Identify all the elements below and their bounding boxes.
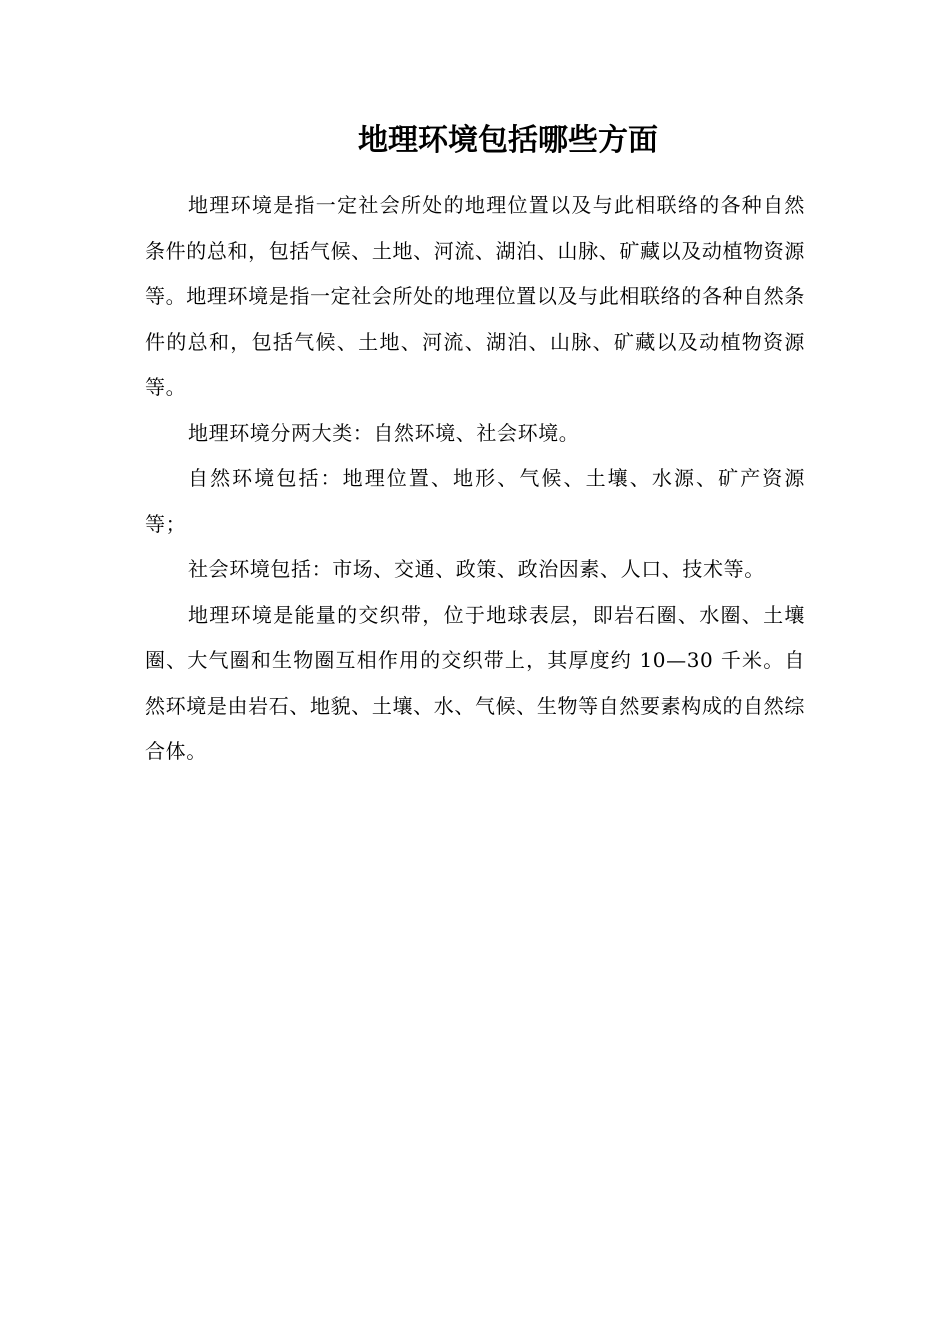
paragraph-definition: 地理环境是指一定社会所处的地理位置以及与此相联络的各种自然条件的总和，包括气候、土地、河流、湖泊、山脉、矿藏以及动植物资源等。地理环境是指一定社会所处的地理位置以及与此相联络的各种自然条件的总和，包括气候、土地、河流、湖泊、山脉、矿藏以及动植物资源等。: [145, 193, 805, 399]
document-title: 地理环境包括哪些方面: [358, 123, 658, 158]
paragraph-categories: 地理环境分两大类：自然环境、社会环境。: [188, 420, 580, 445]
paragraph-social-environment: 社会环境包括：市场、交通、政策、政治因素、人口、技术等。: [188, 557, 765, 581]
document-body: [145, 183, 805, 775]
paragraph-interaction-zone: 地理环境是能量的交织带，位于地球表层，即岩石圈、水圈、土壤圈、大气圈和生物圈互相作用的交织带上，其厚度约 10—30 千米。自然环境是由岩石、地貌、土壤、水、气候、生物等自然要素构成的自然综合体。: [145, 602, 805, 763]
paragraph-natural-environment: 自然环境包括：地理位置、地形、气候、土壤、水源、矿产资源等；: [145, 466, 805, 536]
